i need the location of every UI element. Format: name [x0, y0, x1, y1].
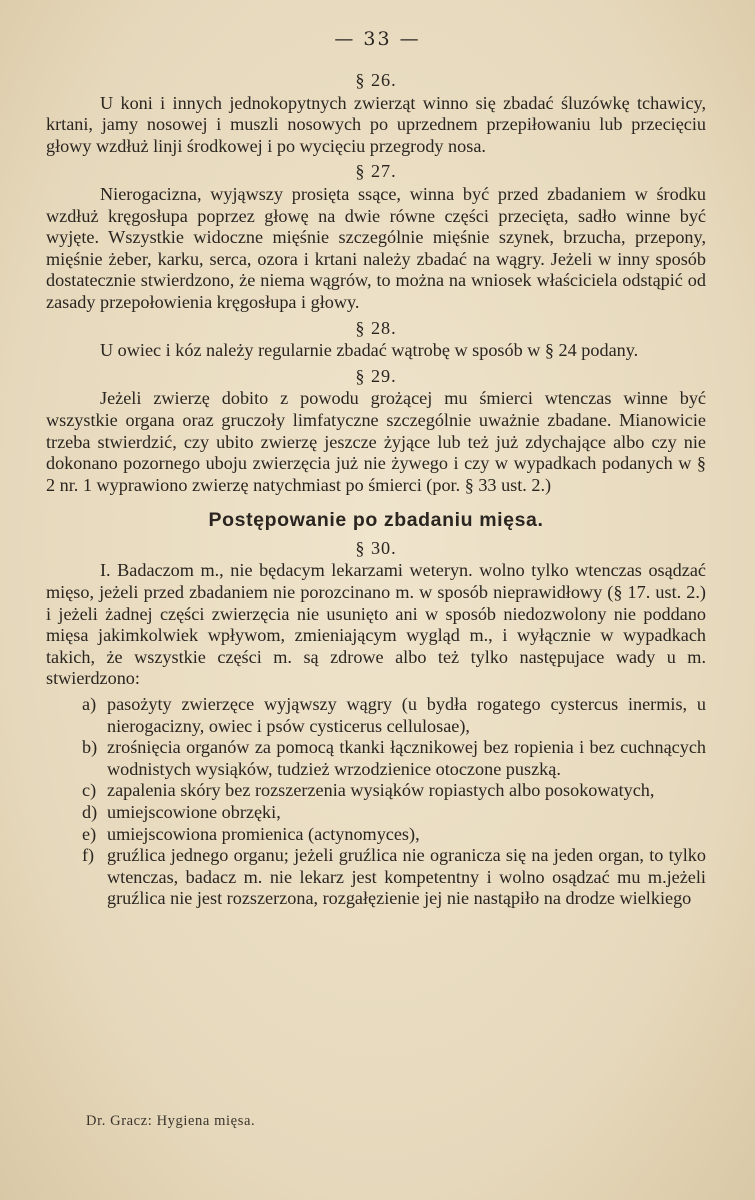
list-item — [46, 737, 706, 780]
section-28-text: U owiec i kóz należy regularnie zbadać wątrobę w sposób w § 24 podany. — [100, 340, 639, 361]
list-item — [46, 802, 706, 824]
list-marker: c) — [82, 780, 97, 801]
list-marker: e) — [82, 823, 97, 844]
list-item-text: gruźlica jednego organu; jeżeli gruźlica nie ogranicza się na jeden organ, to tylko wtenczas, badacz m. nie lekarz jest kompetentny i wolno osądzać mu m.jeżeli gruźlica nie jest rozszerzona, rozgałęzienie jej nie nastąpiło na drodze wielkiego — [107, 845, 706, 909]
list-item-text: zapalenia skóry bez rozszerzenia wysiąków ropiastych albo posokowatych, — [107, 780, 655, 801]
list-item-text: umiejscowiona promienica (actynomyces), — [107, 823, 420, 844]
list-marker: a) — [82, 694, 97, 715]
section-30-list — [46, 694, 706, 910]
list-item — [46, 694, 706, 737]
list-item-text: umiejscowione obrzęki, — [107, 802, 281, 822]
list-marker: d) — [82, 802, 98, 822]
page-number: — 33 — — [334, 28, 421, 50]
list-marker: f) — [82, 845, 95, 866]
section-30-heading: § 30. — [355, 537, 397, 558]
section-28-heading: § 28. — [355, 317, 397, 338]
section-30-text: I. Badaczom m., nie będacym lekarzami weteryn. wolno tylko wtenczas osądzać mięso, jeżeli przed zbadaniem nie porozcinano m. w sposób nieprawidłowy (§ 17. ust. 2.) i jeżeli żadnej części zwierzęcia nie usunięto ani w sposób niedozwolony nie poddano mięsa jakimkolwiek wpływom, zmieniającym wygląd m., i wyłącznie w wypadkach takich, że wszystkie części m. są zdrowe albo też tylko następujace wady u m. stwierdzono: — [46, 560, 706, 689]
list-item-text: pasożyty zwierzęce wyjąwszy wągry (u bydła rogatego cystercus inermis, u nierogacizny, owiec i psów cysticerus cellulosae), — [107, 694, 706, 736]
section-27-heading: § 27. — [355, 161, 397, 182]
section-title: Postępowanie po zbadaniu mięsa. — [208, 509, 544, 532]
section-27-text: Nierogacizna, wyjąwszy prosięta ssące, winna być przed zbadaniem w środku wzdłuż kręgosłupa poprzez głowę na dwie równe części przecięta, sadło winne być wyjęte. Wszystkie widoczne mięśnie szczególnie mięśnie szynek, brzucha, przepony, mięśnie żeber, karku, serca, ozora i krtani należy zbadać na wągry. Jeżeli w inny sposób dostatecznie stwierdzono, że niema wągrów, to można na wniosek właściciela odstąpić od zasady przepołowienia kręgosłupa i głowy. — [46, 183, 706, 312]
list-item-text: zrośnięcia organów za pomocą tkanki łącznikowej bez ropienia i bez cuchnących wodnistych wysiąków, tudzież wrzodzienice otoczone puszką. — [107, 737, 706, 779]
section-29-heading: § 29. — [355, 365, 397, 386]
footer-signature: Dr. Gracz: Hygiena mięsa. — [86, 1113, 256, 1129]
list-item — [46, 845, 706, 910]
list-marker: b) — [82, 737, 98, 758]
list-item — [46, 824, 706, 846]
section-29-text: Jeżeli zwierzę dobito z powodu grożącej mu śmierci wtenczas winne być wszystkie organa oraz gruczoły limfatyczne szczególnie uważnie zbadane. Mianowicie trzeba stwierdzić, czy ubito zwierzę jeszcze żyjące lub też już zdychające albo czy nie dokonano pozornego uboju zwierzęcia już nie żywego i czy w wypadkach podanych w § 2 nr. 1 wyprawiono zwierzę natychmiast po śmierci (por. § 33 ust. 2.) — [46, 388, 706, 495]
section-26-heading: § 26. — [355, 70, 397, 90]
section-26-text: U koni i innych jednokopytnych zwierząt winno się zbadać śluzówkę tchawicy, krtani, jamy nosowej i muszli nosowych po uprzednem przepiłowaniu lub przecięciu głowy wzdłuż linji środkowej i po wycięciu przegrody nosa. — [46, 92, 706, 156]
list-item — [46, 780, 706, 802]
page-content — [46, 70, 706, 910]
